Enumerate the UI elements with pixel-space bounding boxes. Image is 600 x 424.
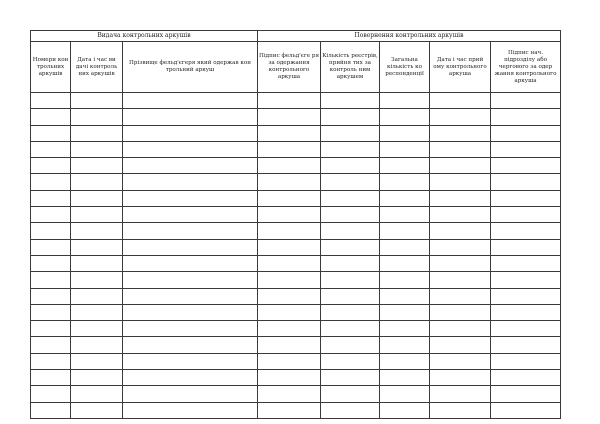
table-cell bbox=[71, 337, 123, 353]
table-cell bbox=[380, 402, 430, 418]
table-cell bbox=[430, 337, 491, 353]
table-cell bbox=[321, 93, 380, 109]
table-cell bbox=[491, 174, 561, 190]
table-row bbox=[31, 386, 561, 402]
table-cell bbox=[380, 239, 430, 255]
table-cell bbox=[430, 93, 491, 109]
table-cell bbox=[31, 402, 71, 418]
table-cell bbox=[31, 223, 71, 239]
table-cell bbox=[258, 223, 321, 239]
table-cell bbox=[123, 370, 258, 386]
table-cell bbox=[31, 207, 71, 223]
table-cell bbox=[321, 109, 380, 125]
table-cell bbox=[430, 109, 491, 125]
table-cell bbox=[71, 239, 123, 255]
table-cell bbox=[380, 288, 430, 304]
table-cell bbox=[321, 125, 380, 141]
table-cell bbox=[123, 109, 258, 125]
table-cell bbox=[31, 109, 71, 125]
table-cell bbox=[380, 304, 430, 320]
table-cell bbox=[430, 321, 491, 337]
table-cell bbox=[71, 109, 123, 125]
table-cell bbox=[491, 109, 561, 125]
group-header-return: Повернення контрольних аркушів bbox=[258, 31, 561, 42]
table-cell bbox=[380, 255, 430, 271]
table-cell bbox=[321, 239, 380, 255]
table-cell bbox=[491, 158, 561, 174]
table-cell bbox=[258, 93, 321, 109]
table-cell bbox=[430, 223, 491, 239]
table-cell bbox=[380, 174, 430, 190]
register-sheet bbox=[30, 30, 560, 419]
table-cell bbox=[123, 288, 258, 304]
table-cell bbox=[258, 174, 321, 190]
group-header-row bbox=[31, 31, 561, 42]
table-cell bbox=[31, 174, 71, 190]
table-cell bbox=[31, 239, 71, 255]
table-row bbox=[31, 353, 561, 369]
table-cell bbox=[123, 190, 258, 206]
table-cell bbox=[321, 321, 380, 337]
register-body bbox=[31, 93, 561, 419]
table-cell bbox=[430, 402, 491, 418]
table-cell bbox=[71, 207, 123, 223]
table-cell bbox=[491, 272, 561, 288]
column-header-courier-signature: Підпис фельд'єге ря за одержання контрольного аркуша bbox=[258, 42, 321, 93]
table-cell bbox=[321, 223, 380, 239]
table-cell bbox=[71, 304, 123, 320]
table-cell bbox=[321, 190, 380, 206]
table-cell bbox=[71, 190, 123, 206]
table-cell bbox=[71, 93, 123, 109]
table-cell bbox=[430, 190, 491, 206]
table-cell bbox=[258, 255, 321, 271]
table-cell bbox=[321, 386, 380, 402]
table-cell bbox=[258, 207, 321, 223]
column-header-correspondence-total: Загальна кількість ко респонденції bbox=[380, 42, 430, 93]
table-cell bbox=[430, 207, 491, 223]
table-cell bbox=[321, 370, 380, 386]
table-cell bbox=[123, 223, 258, 239]
table-cell bbox=[380, 223, 430, 239]
table-cell bbox=[123, 239, 258, 255]
table-cell bbox=[380, 158, 430, 174]
table-cell bbox=[430, 174, 491, 190]
table-cell bbox=[258, 239, 321, 255]
table-cell bbox=[380, 337, 430, 353]
table-cell bbox=[258, 125, 321, 141]
table-cell bbox=[430, 370, 491, 386]
table-cell bbox=[321, 288, 380, 304]
group-header-issue: Видача контрольних аркушів bbox=[31, 31, 258, 42]
table-row bbox=[31, 109, 561, 125]
table-cell bbox=[71, 288, 123, 304]
table-cell bbox=[491, 288, 561, 304]
table-cell bbox=[123, 125, 258, 141]
table-cell bbox=[71, 402, 123, 418]
table-cell bbox=[31, 190, 71, 206]
table-cell bbox=[258, 272, 321, 288]
table-cell bbox=[380, 109, 430, 125]
table-cell bbox=[31, 321, 71, 337]
table-cell bbox=[31, 255, 71, 271]
table-cell bbox=[491, 353, 561, 369]
table-row bbox=[31, 158, 561, 174]
table-cell bbox=[430, 239, 491, 255]
table-cell bbox=[380, 321, 430, 337]
table-cell bbox=[71, 125, 123, 141]
table-cell bbox=[123, 141, 258, 157]
table-cell bbox=[31, 288, 71, 304]
column-header-chief-signature: Підпис нач. підрозділу або чергового за одер жання контрольного аркуша bbox=[491, 42, 561, 93]
table-cell bbox=[123, 174, 258, 190]
table-cell bbox=[321, 272, 380, 288]
table-cell bbox=[71, 223, 123, 239]
table-cell bbox=[430, 353, 491, 369]
table-cell bbox=[430, 141, 491, 157]
control-sheets-register-table bbox=[30, 30, 561, 419]
table-cell bbox=[430, 272, 491, 288]
table-cell bbox=[123, 321, 258, 337]
table-cell bbox=[380, 353, 430, 369]
table-cell bbox=[321, 337, 380, 353]
table-row bbox=[31, 288, 561, 304]
column-header-issue-datetime: Дата і час ви дачі контроль них аркушів bbox=[71, 42, 123, 93]
table-row bbox=[31, 304, 561, 320]
table-cell bbox=[321, 353, 380, 369]
table-cell bbox=[491, 125, 561, 141]
table-cell bbox=[380, 190, 430, 206]
table-cell bbox=[380, 370, 430, 386]
table-row bbox=[31, 402, 561, 418]
table-row bbox=[31, 337, 561, 353]
table-cell bbox=[430, 386, 491, 402]
table-cell bbox=[31, 337, 71, 353]
table-cell bbox=[321, 207, 380, 223]
table-row bbox=[31, 321, 561, 337]
table-cell bbox=[491, 141, 561, 157]
table-cell bbox=[491, 223, 561, 239]
table-cell bbox=[123, 158, 258, 174]
table-cell bbox=[71, 353, 123, 369]
table-cell bbox=[31, 272, 71, 288]
table-cell bbox=[71, 272, 123, 288]
table-cell bbox=[380, 207, 430, 223]
table-cell bbox=[31, 386, 71, 402]
table-cell bbox=[491, 93, 561, 109]
table-cell bbox=[31, 353, 71, 369]
table-cell bbox=[31, 93, 71, 109]
table-cell bbox=[71, 141, 123, 157]
table-cell bbox=[258, 158, 321, 174]
table-cell bbox=[321, 304, 380, 320]
column-header-row bbox=[31, 42, 561, 93]
table-cell bbox=[380, 386, 430, 402]
table-cell bbox=[491, 386, 561, 402]
table-cell bbox=[491, 370, 561, 386]
table-cell bbox=[31, 141, 71, 157]
table-cell bbox=[31, 370, 71, 386]
table-cell bbox=[380, 93, 430, 109]
table-cell bbox=[123, 337, 258, 353]
column-header-receipt-datetime: Дата і час прий ому контрольного аркуша bbox=[430, 42, 491, 93]
table-cell bbox=[491, 255, 561, 271]
table-cell bbox=[258, 386, 321, 402]
table-cell bbox=[430, 304, 491, 320]
table-cell bbox=[258, 370, 321, 386]
table-cell bbox=[491, 402, 561, 418]
table-cell bbox=[123, 402, 258, 418]
table-cell bbox=[31, 304, 71, 320]
table-row bbox=[31, 223, 561, 239]
column-header-sheet-numbers: Номери кон трольних аркушів bbox=[31, 42, 71, 93]
table-cell bbox=[31, 158, 71, 174]
table-row bbox=[31, 93, 561, 109]
table-cell bbox=[380, 125, 430, 141]
table-cell bbox=[491, 337, 561, 353]
table-cell bbox=[258, 353, 321, 369]
table-row bbox=[31, 125, 561, 141]
table-cell bbox=[31, 125, 71, 141]
table-cell bbox=[123, 353, 258, 369]
table-cell bbox=[123, 93, 258, 109]
table-cell bbox=[71, 370, 123, 386]
table-cell bbox=[71, 255, 123, 271]
table-cell bbox=[71, 321, 123, 337]
table-row bbox=[31, 174, 561, 190]
table-cell bbox=[71, 174, 123, 190]
table-row bbox=[31, 239, 561, 255]
table-cell bbox=[430, 255, 491, 271]
table-cell bbox=[491, 321, 561, 337]
table-cell bbox=[491, 239, 561, 255]
table-cell bbox=[258, 141, 321, 157]
table-cell bbox=[71, 158, 123, 174]
table-cell bbox=[123, 272, 258, 288]
table-cell bbox=[430, 125, 491, 141]
table-cell bbox=[258, 321, 321, 337]
table-cell bbox=[380, 272, 430, 288]
column-header-registers-count: Кількість реєстрів, прийня тих за контроль ним аркушем bbox=[321, 42, 380, 93]
table-cell bbox=[123, 304, 258, 320]
table-cell bbox=[71, 386, 123, 402]
table-cell bbox=[321, 158, 380, 174]
table-cell bbox=[321, 402, 380, 418]
table-cell bbox=[491, 207, 561, 223]
table-cell bbox=[258, 190, 321, 206]
table-cell bbox=[491, 190, 561, 206]
table-cell bbox=[123, 255, 258, 271]
table-row bbox=[31, 207, 561, 223]
table-cell bbox=[258, 304, 321, 320]
table-row bbox=[31, 272, 561, 288]
column-header-courier-surname: Прізвище фельд'єгеря який одержав кон трольний аркуш bbox=[123, 42, 258, 93]
table-row bbox=[31, 370, 561, 386]
table-row bbox=[31, 141, 561, 157]
table-cell bbox=[258, 288, 321, 304]
table-cell bbox=[321, 141, 380, 157]
table-cell bbox=[430, 158, 491, 174]
table-cell bbox=[380, 141, 430, 157]
table-cell bbox=[321, 174, 380, 190]
table-cell bbox=[321, 255, 380, 271]
table-cell bbox=[258, 109, 321, 125]
table-row bbox=[31, 190, 561, 206]
table-row bbox=[31, 255, 561, 271]
table-cell bbox=[123, 207, 258, 223]
table-cell bbox=[123, 386, 258, 402]
table-cell bbox=[491, 304, 561, 320]
table-cell bbox=[258, 337, 321, 353]
table-cell bbox=[430, 288, 491, 304]
table-cell bbox=[258, 402, 321, 418]
